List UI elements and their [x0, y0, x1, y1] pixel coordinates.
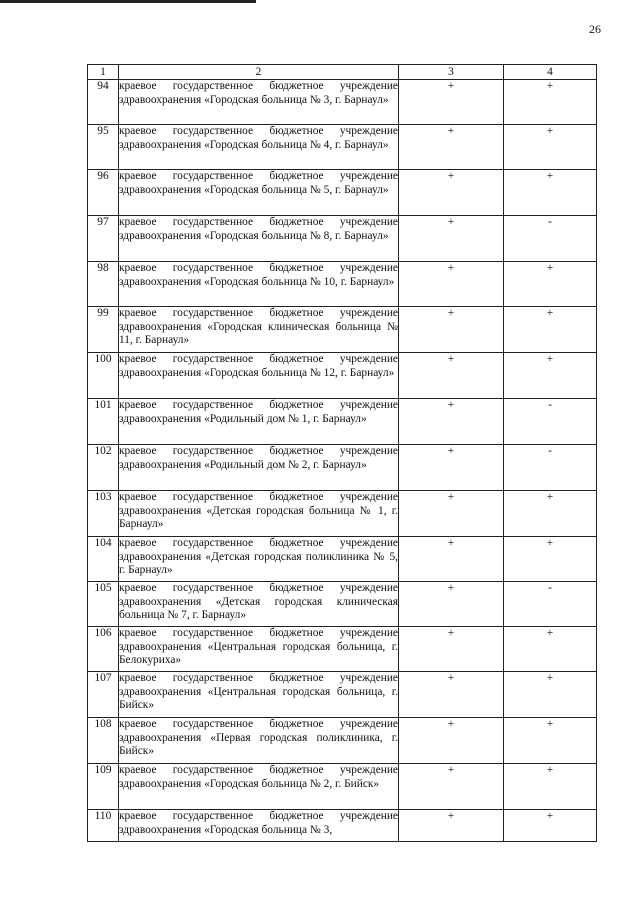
- page-number: 26: [589, 22, 601, 36]
- table-row: [88, 262, 597, 307]
- row-number: 108: [88, 718, 119, 764]
- table-row: [88, 399, 597, 445]
- column-header-1: 1: [88, 65, 119, 80]
- row-number: 105: [88, 582, 119, 627]
- row-number: 109: [88, 764, 119, 810]
- column-3-mark: +: [399, 582, 504, 627]
- column-3-mark: +: [399, 125, 504, 170]
- row-number: 96: [88, 170, 119, 216]
- row-number: 107: [88, 672, 119, 718]
- row-number: 102: [88, 445, 119, 491]
- column-3-mark: +: [399, 353, 504, 399]
- row-number: 101: [88, 399, 119, 445]
- column-3-mark: +: [399, 537, 504, 582]
- row-number: 106: [88, 627, 119, 672]
- column-4-mark: +: [504, 810, 597, 842]
- table-row: [88, 353, 597, 399]
- top-rule: [0, 0, 256, 3]
- column-4-mark: +: [504, 764, 597, 810]
- column-3-mark: +: [399, 262, 504, 307]
- row-number: 100: [88, 353, 119, 399]
- institution-name: краевое государственное бюджетное учреждение здравоохранения «Детская городская больница № 1, г. Барнаул»: [119, 491, 399, 537]
- row-number: 97: [88, 216, 119, 262]
- institution-name: краевое государственное бюджетное учреждение здравоохранения «Первая городская поликлиника, г. Бийск»: [119, 718, 399, 764]
- table-row: [88, 216, 597, 262]
- table-row: [88, 125, 597, 170]
- institution-name: краевое государственное бюджетное учреждение здравоохранения «Родильный дом № 1, г. Барнаул»: [119, 399, 399, 445]
- institution-name: краевое государственное бюджетное учреждение здравоохранения «Детская городская поликлиника № 5, г. Барнаул»: [119, 537, 399, 582]
- institution-name: краевое государственное бюджетное учреждение здравоохранения «Городская больница № 3,: [119, 810, 399, 842]
- column-4-mark: +: [504, 672, 597, 718]
- institution-name: краевое государственное бюджетное учреждение здравоохранения «Центральная городская больница, г. Бийск»: [119, 672, 399, 718]
- column-4-mark: -: [504, 216, 597, 262]
- institution-name: краевое государственное бюджетное учреждение здравоохранения «Городская больница № 8, г. Барнаул»: [119, 216, 399, 262]
- table-row: [88, 582, 597, 627]
- column-4-mark: +: [504, 353, 597, 399]
- table-row: [88, 170, 597, 216]
- column-3-mark: +: [399, 445, 504, 491]
- column-4-mark: -: [504, 445, 597, 491]
- institution-name: краевое государственное бюджетное учреждение здравоохранения «Городская больница № 3, г. Барнаул»: [119, 80, 399, 125]
- row-number: 110: [88, 810, 119, 842]
- table-row: [88, 537, 597, 582]
- column-3-mark: +: [399, 810, 504, 842]
- table-row: [88, 627, 597, 672]
- column-4-mark: +: [504, 170, 597, 216]
- column-3-mark: +: [399, 764, 504, 810]
- table-row: [88, 80, 597, 125]
- table-row: [88, 445, 597, 491]
- institutions-table: [87, 64, 597, 842]
- row-number: 95: [88, 125, 119, 170]
- institution-name: краевое государственное бюджетное учреждение здравоохранения «Городская больница № 10, г. Барнаул»: [119, 262, 399, 307]
- row-number: 103: [88, 491, 119, 537]
- column-4-mark: -: [504, 399, 597, 445]
- row-number: 98: [88, 262, 119, 307]
- table-body: [88, 80, 597, 842]
- table-row: [88, 307, 597, 353]
- column-3-mark: +: [399, 672, 504, 718]
- institution-name: краевое государственное бюджетное учреждение здравоохранения «Городская клиническая больница № 11, г. Барнаул»: [119, 307, 399, 353]
- column-3-mark: +: [399, 491, 504, 537]
- column-3-mark: +: [399, 80, 504, 125]
- institution-name: краевое государственное бюджетное учреждение здравоохранения «Городская больница № 4, г. Барнаул»: [119, 125, 399, 170]
- column-4-mark: +: [504, 491, 597, 537]
- column-4-mark: +: [504, 307, 597, 353]
- table-header-row: [88, 65, 597, 80]
- column-3-mark: +: [399, 170, 504, 216]
- column-4-mark: +: [504, 262, 597, 307]
- column-3-mark: +: [399, 627, 504, 672]
- column-4-mark: +: [504, 537, 597, 582]
- column-3-mark: +: [399, 216, 504, 262]
- column-4-mark: -: [504, 582, 597, 627]
- institution-name: краевое государственное бюджетное учреждение здравоохранения «Городская больница № 2, г. Бийск»: [119, 764, 399, 810]
- institution-name: краевое государственное бюджетное учреждение здравоохранения «Центральная городская больница, г. Белокуриха»: [119, 627, 399, 672]
- row-number: 94: [88, 80, 119, 125]
- row-number: 104: [88, 537, 119, 582]
- institution-name: краевое государственное бюджетное учреждение здравоохранения «Городская больница № 5, г. Барнаул»: [119, 170, 399, 216]
- column-4-mark: +: [504, 627, 597, 672]
- table-row: [88, 491, 597, 537]
- column-header-4: 4: [504, 65, 597, 80]
- column-header-2: 2: [119, 65, 399, 80]
- column-4-mark: +: [504, 125, 597, 170]
- table-row: [88, 672, 597, 718]
- column-3-mark: +: [399, 718, 504, 764]
- column-header-3: 3: [399, 65, 504, 80]
- institution-name: краевое государственное бюджетное учреждение здравоохранения «Детская городская клиническая больница № 7, г. Барнаул»: [119, 582, 399, 627]
- institution-name: краевое государственное бюджетное учреждение здравоохранения «Городская больница № 12, г. Барнаул»: [119, 353, 399, 399]
- column-3-mark: +: [399, 399, 504, 445]
- table-row: [88, 810, 597, 842]
- row-number: 99: [88, 307, 119, 353]
- table-row: [88, 718, 597, 764]
- institution-name: краевое государственное бюджетное учреждение здравоохранения «Родильный дом № 2, г. Барнаул»: [119, 445, 399, 491]
- table-row: [88, 764, 597, 810]
- column-4-mark: +: [504, 80, 597, 125]
- column-3-mark: +: [399, 307, 504, 353]
- column-4-mark: +: [504, 718, 597, 764]
